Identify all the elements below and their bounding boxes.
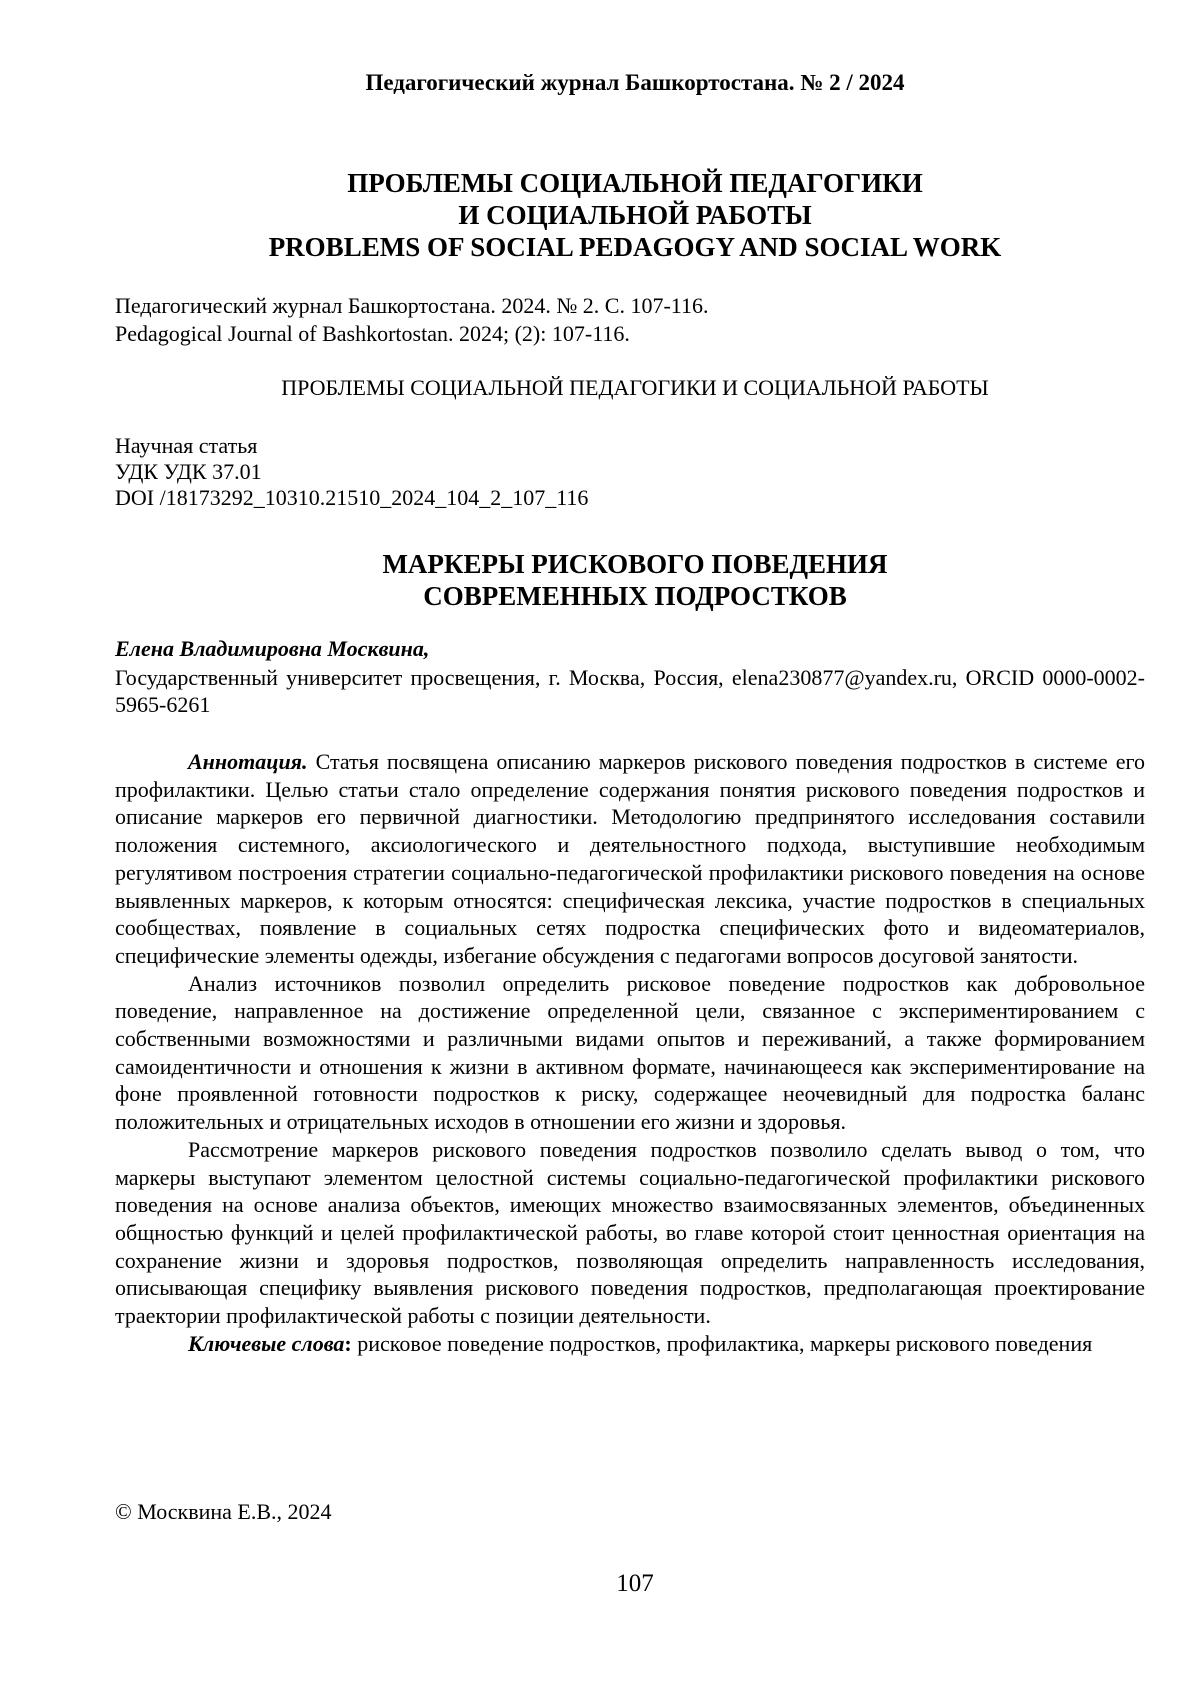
- citation-ru: Педагогический журнал Башкортостана. 2024. № 2. С. 107-116.: [115, 292, 709, 320]
- abstract-paragraph: Рассмотрение маркеров рискового поведения подростков позволило сделать вывод о том, что маркеры выступают элементом целостной системы социально-педагогической профилактики рискового поведения на основе анализа объектов, имеющих множество взаимосвязанных элементов, объединенных общностью функций и целей профилактической работы, во главе которой стоит ценностная ориентация на сохранение жизни и здоровья подростков, позволяющая определить направленность исследования, описывающая специфику выявления рискового поведения подростков, предполагающая проектирование траектории профилактической работы с позиции деятельности.: [115, 1136, 1145, 1330]
- doi: DOI /18173292_10310.21510_2024_104_2_107_116: [115, 485, 588, 511]
- article-title: [0, 548, 1200, 612]
- udc-code: УДК УДК 37.01: [115, 459, 588, 485]
- section-title-line: ПРОБЛЕМЫ СОЦИАЛЬНОЙ ПЕДАГОГИКИ: [70, 167, 1200, 199]
- keywords: [115, 1330, 1145, 1358]
- article-title-line: СОВРЕМЕННЫХ ПОДРОСТКОВ: [70, 580, 1200, 612]
- document-page: [0, 0, 1200, 1697]
- article-type: Научная статья: [115, 433, 588, 459]
- author-affiliation: Государственный университет просвещения, г. Москва, Россия, elena230877@yandex.ru, ORCID 0000-0002-5965-6261: [115, 664, 1145, 718]
- keywords-colon: :: [344, 1331, 351, 1356]
- section-title-line: И СОЦИАЛЬНОЙ РАБОТЫ: [70, 199, 1200, 231]
- journal-header: Педагогический журнал Башкортостана. № 2 / 2024: [0, 70, 1200, 96]
- section-title: [0, 167, 1200, 263]
- abstract-label: Аннотация.: [188, 749, 308, 774]
- citation-en: Pedagogical Journal of Bashkortostan. 2024; (2): 107-116.: [115, 320, 709, 348]
- abstract-paragraph: Анализ источников позволил определить рисковое поведение подростков как добровольное поведение, направленное на достижение определенной цели, связанное с экспериментированием с собственными возможностями и различными видами опытов и переживаний, а также формированием самоидентичности и отношения к жизни в активном формате, начинающееся как экспериментирование на фоне проявленной готовности подростков к риску, содержащее неочевидный для подростка баланс положительных и отрицательных исходов в отношении его жизни и здоровья.: [115, 970, 1145, 1136]
- article-meta: [115, 433, 588, 511]
- abstract: [115, 748, 1145, 1357]
- page-number: 107: [0, 1570, 1200, 1598]
- abstract-paragraph: [115, 748, 1145, 970]
- rubric: ПРОБЛЕМЫ СОЦИАЛЬНОЙ ПЕДАГОГИКИ И СОЦИАЛЬНОЙ РАБОТЫ: [0, 375, 1200, 401]
- keywords-label: Ключевые слова: [188, 1331, 344, 1356]
- copyright: © Москвина Е.В., 2024: [115, 1499, 332, 1525]
- author-name: Елена Владимировна Москвина,: [115, 636, 429, 662]
- keywords-text: рисковое поведение подростков, профилактика, маркеры рискового поведения: [357, 1331, 1092, 1356]
- citation-block: [115, 292, 709, 348]
- section-title-english: PROBLEMS OF SOCIAL PEDAGOGY AND SOCIAL WORK: [70, 231, 1200, 263]
- abstract-text: Статья посвящена описанию маркеров рискового поведения подростков в системе его профилактики. Целью статьи стало определение содержания понятия рискового поведения подростков и описание маркеров его первичной диагностики. Методологию предпринятого исследования составили положения системного, аксиологического и деятельностного подхода, выступившие необходимым регулятивом построения стратегии социально-педагогической профилактики рискового поведения на основе выявленных маркеров, к которым относятся: специфическая лексика, участие подростков в специальных сообществах, появление в социальных сетях подростка специфических фото и видеоматериалов, специфические элементы одежды, избегание обсуждения с педагогами вопросов досуговой занятости.: [115, 749, 1145, 968]
- article-title-line: МАРКЕРЫ РИСКОВОГО ПОВЕДЕНИЯ: [70, 548, 1200, 580]
